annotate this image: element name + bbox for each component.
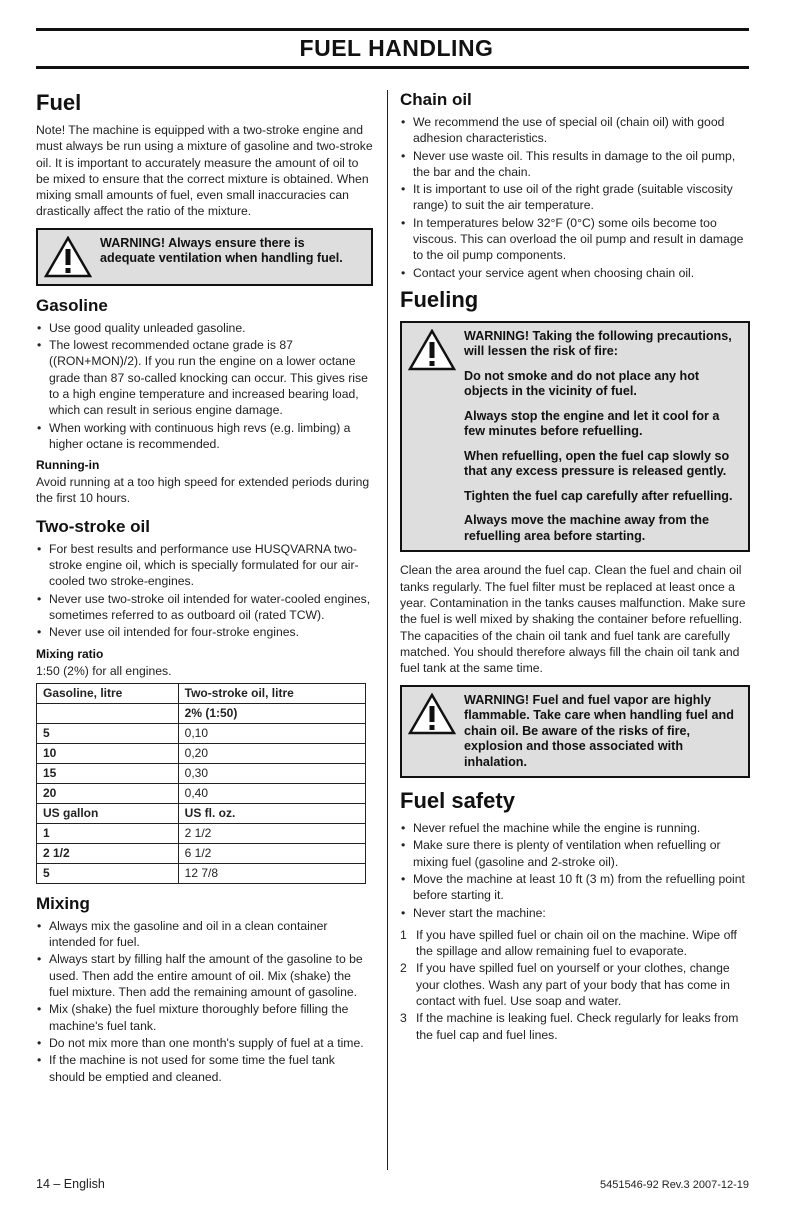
table-row (37, 703, 366, 723)
gasoline-heading: Gasoline (36, 295, 108, 315)
right-column (400, 90, 750, 1044)
table-row (37, 803, 366, 823)
table-cell: 0,10 (178, 723, 365, 743)
table-cell: US fl. oz. (178, 803, 365, 823)
warning-line: Tighten the fuel cap carefully after refuelling. (464, 488, 733, 503)
item-text: If you have spilled fuel or chain oil on the machine. Wipe off the spillage and allow remaining fuel to evaporate. (416, 927, 737, 959)
list-item: • It is important to use oil of the right grade (suitable viscosity range) to suit the air temperature. (400, 181, 750, 214)
mixing-list (36, 918, 373, 1085)
table-cell: 6 1/2 (178, 843, 365, 863)
header-rule-top (36, 28, 749, 31)
list-item: • The lowest recommended octane grade is 87 ((RON+MON)/2). If you run the engine on a lower octane grade than 87 so-called knocking can occur. This gives rise to a high engine temperature and increased bearing load, which can result in serious engine damage. (36, 337, 373, 418)
table-cell: 2 1/2 (178, 823, 365, 843)
document-id: 5451546-92 Rev.3 2007-12-19 (599, 1179, 749, 1191)
table-cell: Two-stroke oil, litre (178, 683, 365, 703)
chain-oil-list (400, 114, 750, 281)
table-row (37, 743, 366, 763)
warning-fire-precautions (400, 321, 750, 553)
table-row (37, 783, 366, 803)
list-item: • For best results and performance use HUSQVARNA two-stroke engine oil, which is specially formulated for our air-cooled two stroke-engines. (36, 541, 373, 590)
list-item: • When working with continuous high revs (e.g. limbing) a higher octane is recommended. (36, 420, 373, 453)
running-in-text: Avoid running at a too high speed for extended periods during the first 10 hours. (36, 475, 370, 506)
list-item: • In temperatures below 32°F (0°C) some oils become too viscous. This can overload the oil pump and result in damage to the oil pump components. (400, 215, 750, 264)
table-cell (37, 703, 179, 723)
list-item: • Never use oil intended for four-stroke engines. (36, 624, 373, 640)
fuel-safety-list (400, 820, 750, 921)
fuel-safety-heading: Fuel safety (400, 788, 515, 814)
table-cell: 12 7/8 (178, 863, 365, 883)
list-item (400, 960, 750, 1009)
list-item: • Use good quality unleaded gasoline. (36, 320, 373, 336)
table-cell: 20 (37, 783, 179, 803)
warning-line: Do not smoke and do not place any hot objects in the vicinity of fuel. (464, 368, 700, 399)
left-column (36, 90, 373, 1091)
list-item: • Mix (shake) the fuel mixture thoroughly before filling the machine's fuel tank. (36, 1001, 373, 1034)
table-row (37, 863, 366, 883)
list-item: • If the machine is not used for some time the fuel tank should be emptied and cleaned. (36, 1052, 373, 1085)
header-rule-bottom (36, 66, 749, 69)
fuel-heading: Fuel (36, 90, 82, 115)
page-number: 14 – English (36, 1177, 105, 1191)
list-item (400, 927, 750, 960)
mixing-ratio-text: 1:50 (2%) for all engines. (36, 663, 172, 678)
list-item: • Never use waste oil. This results in damage to the oil pump, the bar and the chain. (400, 148, 750, 181)
table-cell: 10 (37, 743, 179, 763)
list-item: • Move the machine at least 10 ft (3 m) from the refuelling point before starting it. (400, 871, 750, 904)
warning-line: When refuelling, open the fuel cap slowly so that any excess pressure is released gently. (464, 448, 730, 479)
two-stroke-list (36, 541, 373, 641)
warning-triangle-icon (408, 329, 456, 371)
list-item: • Always start by filling half the amount of the gasoline to be used. Then add the entire amount of oil. Mix (shake) the fuel mixture. Then add the remaining amount of gasoline. (36, 951, 373, 1000)
chain-oil-heading: Chain oil (400, 90, 472, 109)
two-stroke-heading: Two-stroke oil (36, 516, 150, 536)
item-text: If the machine is leaking fuel. Check regularly for leaks from the fuel cap and fuel lines. (416, 1011, 739, 1042)
list-item: • Never start the machine: (400, 905, 750, 921)
page-title: FUEL HANDLING (299, 35, 494, 61)
item-text: If you have spilled fuel on yourself or your clothes, change your clothes. Wash any part of your body that has come in contact with fuel. Use soap and water. (416, 961, 730, 1009)
list-item: • We recommend the use of special oil (chain oil) with good adhesion characteristics. (400, 114, 750, 147)
table-cell: 2% (1:50) (178, 703, 365, 723)
list-item: • Make sure there is plenty of ventilation when refuelling or mixing fuel (gasoline and 2-stroke oil). (400, 837, 750, 870)
mixing-heading: Mixing (36, 893, 90, 913)
item-number: 1 (400, 927, 407, 942)
table-cell: 1 (37, 823, 179, 843)
item-number: 2 (400, 961, 407, 976)
column-divider (387, 90, 388, 1170)
fuel-note: Note! The machine is equipped with a two-stroke engine and must always be run using a mixture of gasoline and two-stroke oil. It is important to accurately measure the amount of oil to be mixed to ensure that the correct mixture is obtained. When mixing small amounts of fuel, even small inaccuracies can drastically affect the ratio of the mixture. (36, 123, 373, 219)
mixing-table (36, 683, 366, 884)
mixing-ratio-heading: Mixing ratio (36, 646, 104, 661)
fueling-heading: Fueling (400, 286, 479, 312)
fuel-safety-numbered-list (400, 927, 750, 1043)
warning-line: Always move the machine away from the refuelling area before starting. (464, 513, 709, 543)
fueling-text: Clean the area around the fuel cap. Clean the fuel and chain oil tanks regularly. The fuel filter must be replaced at least once a year. Contamination in the tanks causes malfunction. Make sure the fuel is well mixed by shaking the container before refuelling. The capacities of the chain oil tank and fuel tank are carefully matched. You should therefore always fill the chain oil tank and fuel tank at the same time. (400, 563, 746, 676)
warning-line: Always stop the engine and let it cool for a few minutes before refuelling. (464, 408, 720, 439)
item-number: 3 (400, 1011, 407, 1026)
table-row (37, 763, 366, 783)
gasoline-list (36, 320, 373, 452)
warning-flammable (400, 685, 750, 779)
table-row (37, 823, 366, 843)
warning-triangle-icon (44, 236, 92, 278)
table-cell: 0,20 (178, 743, 365, 763)
table-cell: 15 (37, 763, 179, 783)
table-cell: 0,40 (178, 783, 365, 803)
table-row (37, 843, 366, 863)
table-cell: 0,30 (178, 763, 365, 783)
table-cell: 2 1/2 (37, 843, 179, 863)
list-item: • Never refuel the machine while the engine is running. (400, 820, 750, 836)
list-item: • Do not mix more than one month's supply of fuel at a time. (36, 1035, 373, 1051)
warning-ventilation (36, 228, 373, 286)
running-in-heading: Running-in (36, 458, 100, 473)
warning-line: WARNING! Fuel and fuel vapor are highly flammable. Take care when handling fuel and chain oil. Be aware of the risks of fire, explosion and those associated with inhalation. (464, 692, 734, 769)
warning-line: WARNING! Always ensure there is adequate ventilation when handling fuel. (100, 235, 343, 266)
table-cell: US gallon (37, 803, 179, 823)
table-cell: Gasoline, litre (37, 683, 179, 703)
list-item: • Contact your service agent when choosing chain oil. (400, 265, 750, 281)
list-item: • Always mix the gasoline and oil in a clean container intended for fuel. (36, 918, 373, 951)
table-cell: 5 (37, 863, 179, 883)
table-row (37, 683, 366, 703)
list-item: • Never use two-stroke oil intended for water-cooled engines, sometimes referred to as outboard oil (rated TCW). (36, 591, 373, 624)
warning-triangle-icon (408, 693, 456, 735)
warning-line: WARNING! Taking the following precautions, will lessen the risk of fire: (464, 328, 732, 359)
list-item (400, 1010, 750, 1043)
table-row (37, 723, 366, 743)
table-cell: 5 (37, 723, 179, 743)
